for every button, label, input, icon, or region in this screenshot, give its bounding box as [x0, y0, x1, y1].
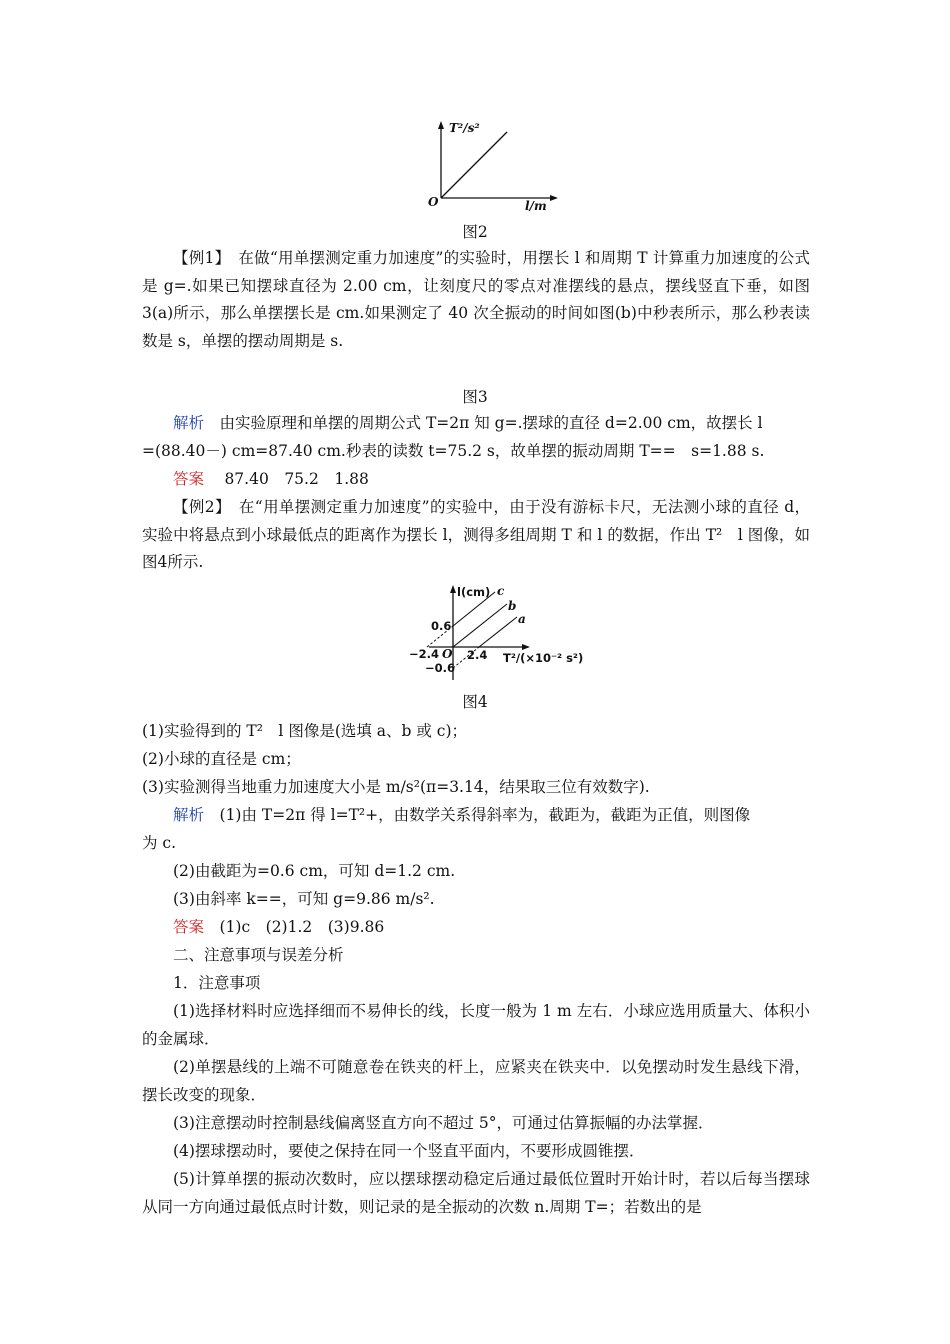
example-1-analysis-line-1: 解析 由实验原理和单摆的周期公式 T=2π 知 g=.摆球的直径 d=2.00 cm，故摆长 l — [173, 414, 763, 432]
question-1: (1)实验得到的 T² l 图像是(选填 a、b 或 c)； — [142, 722, 468, 740]
example-2-analysis-1b: 为 c. — [142, 834, 177, 852]
example-2-analysis-2: (2)由截距为=0.6 cm，可知 d=1.2 cm. — [173, 862, 456, 880]
fig4-y-axis-label: l(cm) — [457, 585, 491, 599]
figure-4-caption: 图4 — [462, 693, 488, 711]
example-2-text: 【例2】 在“用单摆测定重力加速度”的实验中，由于没有游标卡尺，无法测小球的直径 d，实验中将悬点到小球最低点的距离作为摆长 l，测得多组周期 T 和 l 的数据，作出 T² l 图像，如图4所示. — [142, 498, 810, 572]
figure-2-graph — [425, 118, 565, 214]
example-1-text: 【例1】 在做“用单摆测定重力加速度”的实验时，用摆长 l 和周期 T 计算重力加速度的公式是 g=.如果已知摆球直径为 2.00 cm，让刻度尺的零点对准摆线的悬点，摆线竖直下垂，如图3(a)所示，那么单摆摆长是 cm.如果测定了 40 次全振动的时间如图(b)中秒表所示，那么秒表读数是 s，单摆的摆动周期是 s. — [142, 249, 810, 350]
note-3: (3)注意摆动时控制悬线偏离竖直方向不超过 5°，可通过估算振幅的办法掌握． — [173, 1114, 714, 1132]
fig4-tick-x-neg: −2.4 — [409, 647, 440, 661]
fig4-x-axis-label: T²/(×10⁻² s²) — [503, 651, 584, 665]
example-1-analysis-line-2: =(88.40－) cm=87.40 cm.秒表的读数 t=75.2 s，故单摆的振动周期 T== s=1.88 s. — [142, 442, 765, 460]
note-2: (2)单摆悬线的上端不可随意卷在铁夹的杆上，应紧夹在铁夹中．以免摆动时发生悬线下滑，摆长改变的现象． — [142, 1058, 810, 1104]
example-1-answer: 答案 87.40 75.2 1.88 — [173, 470, 369, 488]
figure-4-graph — [405, 582, 584, 686]
analysis-label: 解析 — [173, 806, 205, 824]
section-2-sub-heading: 1．注意事项 — [173, 974, 261, 992]
fig4-tick-y-neg: −0.6 — [425, 661, 456, 675]
figure-3-caption: 图3 — [462, 388, 488, 406]
example-2-analysis-1a: 解析 (1)由 T=2π 得 l=T²+，由数学关系得斜率为，截距为，截距为正值，则图像 — [173, 806, 751, 824]
figure-2-caption: 图2 — [462, 223, 488, 241]
example-2-analysis-3: (3)由斜率 k==，可知 g=9.86 m/s². — [173, 890, 435, 908]
fig4-tick-x-pos: 2.4 — [467, 648, 488, 662]
note-4: (4)摆球摆动时，要使之保持在同一个竖直平面内，不要形成圆锥摆． — [173, 1142, 645, 1160]
fig4-tick-y-pos: 0.6 — [431, 619, 452, 633]
analysis-label: 解析 — [173, 414, 205, 432]
fig2-origin: O — [428, 195, 439, 209]
question-2: (2)小球的直径是 cm； — [142, 750, 301, 768]
fig2-x-axis-label: l/m — [525, 199, 547, 213]
question-3: (3)实验测得当地重力加速度大小是 m/s²(π=3.14，结果取三位有效数字). — [142, 778, 650, 796]
fig2-y-axis-label: T²/s² — [449, 121, 480, 135]
example-2-answer: 答案 (1)c (2)1.2 (3)9.86 — [173, 918, 385, 936]
answer-label: 答案 — [173, 918, 205, 936]
answer-label: 答案 — [173, 470, 205, 488]
note-1: (1)选择材料时应选择细而不易伸长的线，长度一般为 1 m 左右．小球应选用质量大、体积小的金属球． — [142, 1002, 810, 1048]
note-5: (5)计算单摆的振动次数时，应以摆球摆动稳定后通过最低位置时开始计时，若以后每当摆球从同一方向通过最低点时计数，则记录的是全振动的次数 n.周期 T=；若数出的是 — [142, 1170, 810, 1216]
fig4-line-c-label: c — [497, 584, 505, 598]
fig4-line-a-label: a — [518, 612, 526, 626]
section-2-heading: 二、注意事项与误差分析 — [173, 946, 344, 964]
fig4-line-b-label: b — [508, 599, 517, 613]
fig4-origin: O — [442, 647, 453, 661]
